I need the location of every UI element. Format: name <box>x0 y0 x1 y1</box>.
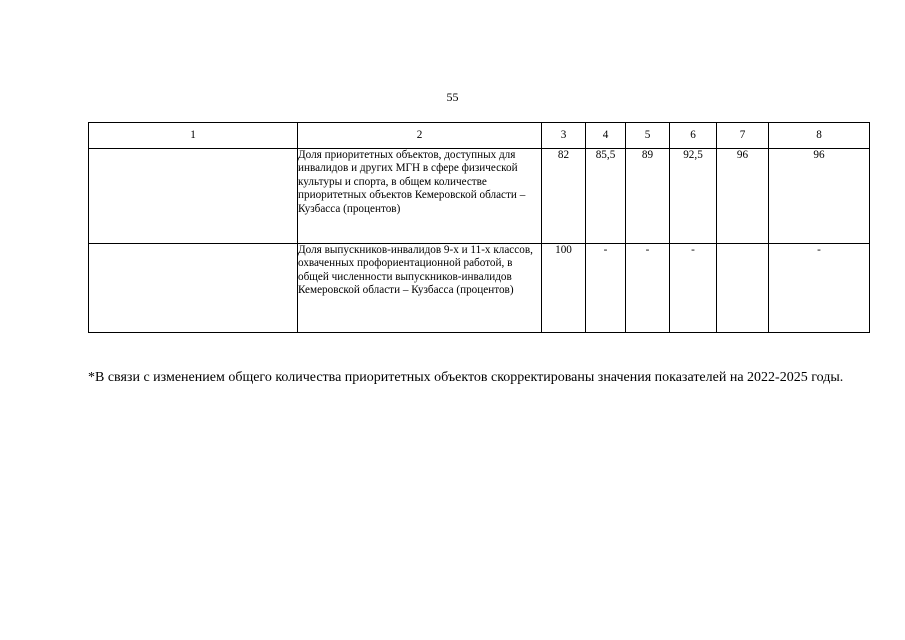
column-header-6: 6 <box>670 123 717 149</box>
column-header-1: 1 <box>89 123 298 149</box>
table-row <box>89 149 870 244</box>
column-header-3: 3 <box>542 123 586 149</box>
column-header-5: 5 <box>626 123 670 149</box>
value-cell <box>717 244 769 333</box>
indicator-name-cell: Доля выпускников-инвалидов 9-х и 11-х классов, охваченных профориентационной работой, в общей численности выпускников-инвалидов Кемеровской области – Кузбасса (процентов) <box>298 244 542 333</box>
value-cell: 89 <box>626 149 670 244</box>
value-cell: - <box>586 244 626 333</box>
indicator-name-cell: Доля приоритетных объектов, доступных для инвалидов и других МГН в сфере физической культуры и спорта, в общем количестве приоритетных объектов Кемеровской области – Кузбасса (процентов) <box>298 149 542 244</box>
row-category-cell <box>89 149 298 244</box>
column-header-2: 2 <box>298 123 542 149</box>
value-cell: - <box>769 244 870 333</box>
footnote: *В связи с изменением общего количества приоритетных объектов скорректированы значения показателей на 2022-2025 годы. <box>88 370 844 385</box>
value-cell: 96 <box>769 149 870 244</box>
page-number: 55 <box>446 90 459 104</box>
value-cell: 82 <box>542 149 586 244</box>
value-cell: 100 <box>542 244 586 333</box>
column-header-8: 8 <box>769 123 870 149</box>
value-cell: - <box>670 244 717 333</box>
table-row <box>89 244 870 333</box>
indicators-table <box>88 122 870 333</box>
value-cell: 96 <box>717 149 769 244</box>
table-header-row <box>89 123 870 149</box>
value-cell: 85,5 <box>586 149 626 244</box>
column-header-4: 4 <box>586 123 626 149</box>
value-cell: - <box>626 244 670 333</box>
column-header-7: 7 <box>717 123 769 149</box>
value-cell: 92,5 <box>670 149 717 244</box>
row-category-cell <box>89 244 298 333</box>
